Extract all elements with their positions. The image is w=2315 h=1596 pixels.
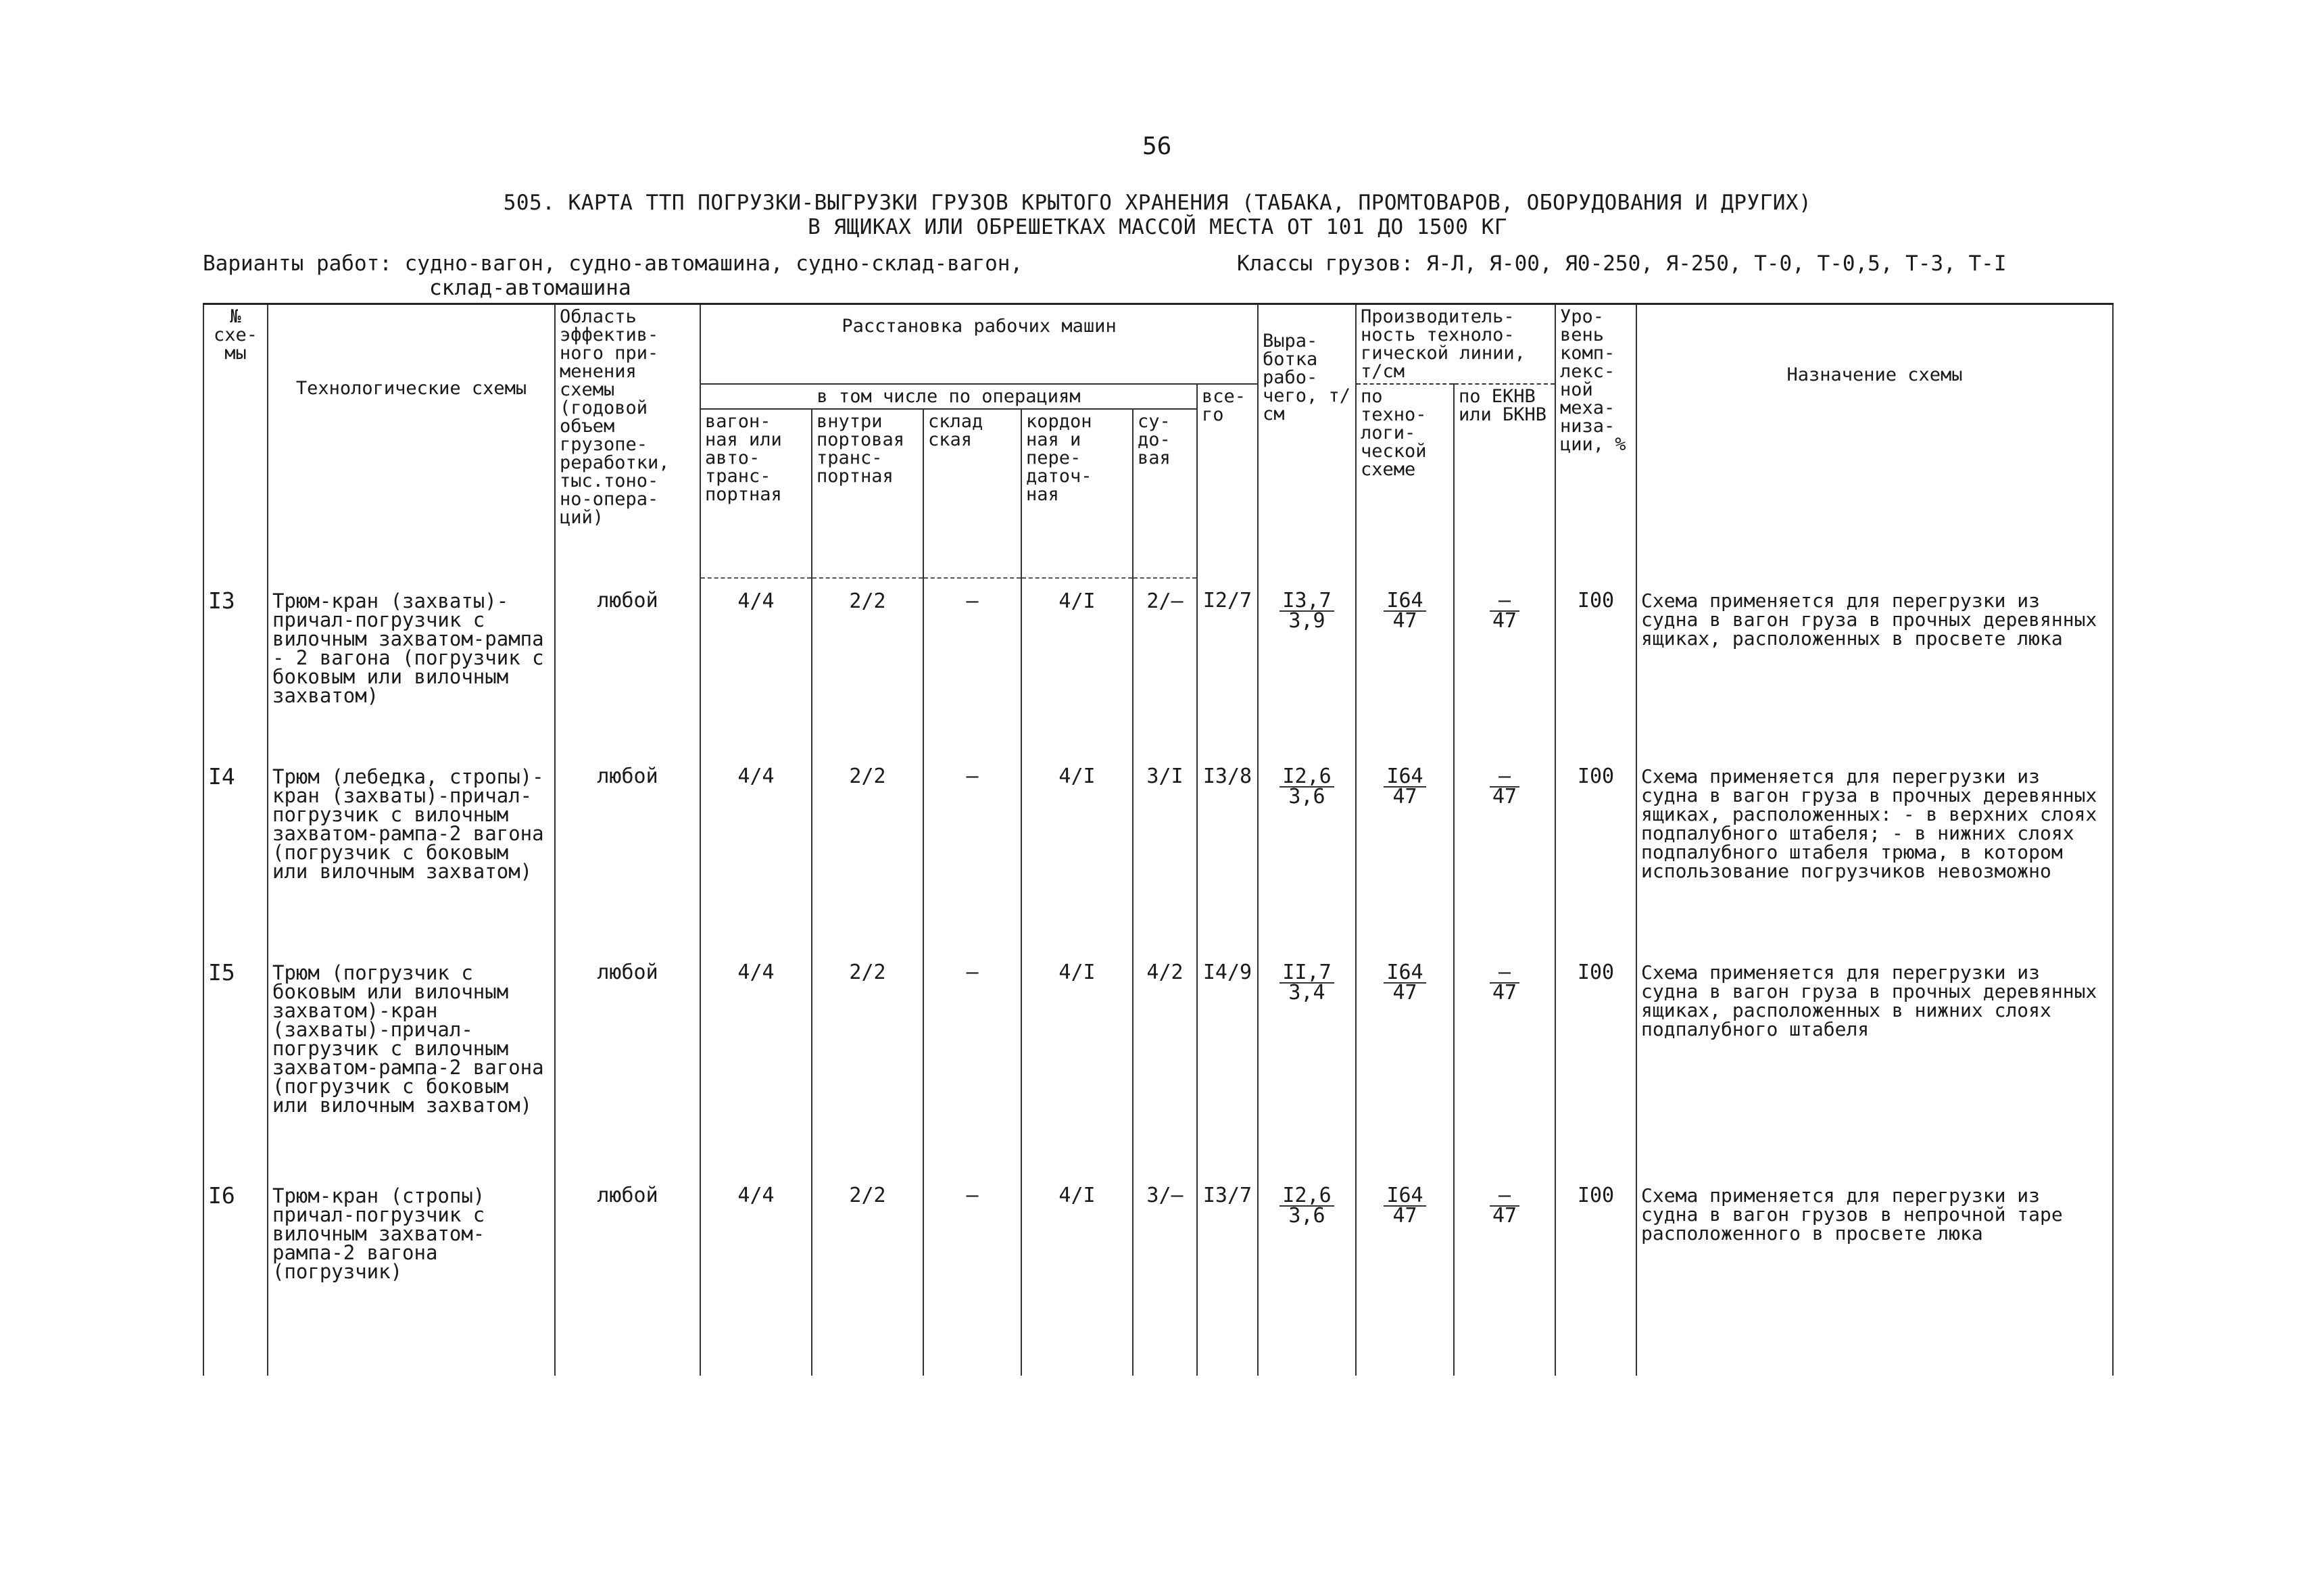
table-body <box>203 578 2113 1376</box>
row-ship: 3/I <box>1133 754 1197 950</box>
header-area: Область эффектив- ного при- менения схемы (годовой объем грузопе- реработки, тыс.тоно- но-опера- ций) <box>555 304 700 579</box>
variants-line-2: склад-автомашина <box>429 276 631 300</box>
row-prod-den: 47 <box>1392 609 1417 633</box>
row-output <box>1258 1173 1356 1376</box>
row-productivity <box>1356 754 1454 950</box>
work-variants <box>203 251 1023 300</box>
row-ekiv-den: 47 <box>1492 785 1517 808</box>
row-ekiv <box>1454 754 1555 950</box>
ttp-table <box>203 303 2114 1376</box>
row-output-num: I2,6 <box>1280 767 1334 788</box>
row-level: I00 <box>1555 578 1636 754</box>
row-scheme: Трюм (погрузчик с боковым или вилочным захватом)-кран (захваты)-причал-погрузчик с вилочным захватом-рампа-2 вагона (погрузчик с боковым или вилочным захватом) <box>268 950 555 1173</box>
row-output-num: I3,7 <box>1280 591 1334 612</box>
table-row <box>203 950 2113 1173</box>
row-total: I3/7 <box>1197 1173 1258 1376</box>
row-num: I3 <box>203 578 268 754</box>
header-by-ekiv: по ЕКНВ или БКНВ <box>1454 384 1555 578</box>
row-purpose: Схема применяется для перегрузки из судна в вагон груза в прочных деревянных ящиках, расположенных в нижних слоях подпалубного штабеля <box>1636 950 2113 1173</box>
header-by-scheme: по техно- логи- ческой схеме <box>1356 384 1454 578</box>
row-ship: 2/– <box>1133 578 1197 754</box>
header-level: Уро- вень комп- лекс- ной меха- низа- ции, % <box>1555 304 1636 579</box>
row-wagon: 4/4 <box>700 578 812 754</box>
row-num: I6 <box>203 1173 268 1376</box>
row-ekiv-den: 47 <box>1492 609 1517 633</box>
row-output <box>1258 578 1356 754</box>
header-including: в том числе по операциям <box>700 384 1197 409</box>
header-ship: су- до- вая <box>1133 409 1197 578</box>
row-output-den: 3,6 <box>1288 1204 1325 1228</box>
row-productivity <box>1356 578 1454 754</box>
row-cordon: 4/I <box>1021 1173 1133 1376</box>
row-ekiv <box>1454 1173 1555 1376</box>
row-prod-num: I64 <box>1384 963 1425 984</box>
header-total: все- го <box>1197 384 1258 578</box>
row-area: любой <box>555 1173 700 1376</box>
row-ekiv-den: 47 <box>1492 1204 1517 1228</box>
row-level: I00 <box>1555 950 1636 1173</box>
row-storage: – <box>923 754 1021 950</box>
row-cordon: 4/I <box>1021 578 1133 754</box>
row-cordon: 4/I <box>1021 754 1133 950</box>
row-intraport: 2/2 <box>812 1173 923 1376</box>
row-intraport: 2/2 <box>812 578 923 754</box>
row-ekiv <box>1454 578 1555 754</box>
title-line-2: В ЯЩИКАХ ИЛИ ОБРЕШЕТКАХ МАССОЙ МЕСТА ОТ 101 ДО 1500 КГ <box>808 215 1507 239</box>
header-storage: склад ская <box>923 409 1021 578</box>
row-storage: – <box>923 578 1021 754</box>
row-purpose: Схема применяется для перегрузки из судна в вагон груза в прочных деревянных ящиках, расположенных в просвете люка <box>1636 578 2113 754</box>
row-output-den: 3,9 <box>1288 609 1325 633</box>
row-num: I5 <box>203 950 268 1173</box>
row-total: I3/8 <box>1197 754 1258 950</box>
page-number: 56 <box>1142 132 1172 160</box>
row-prod-den: 47 <box>1392 1204 1417 1228</box>
header-output: Выра- ботка рабо- чего, т/см <box>1258 304 1356 579</box>
row-scheme: Трюм (лебедка, стропы)-кран (захваты)-причал-погрузчик с вилочным захватом-рампа-2 вагона (погрузчик с боковым или вилочным захватом) <box>268 754 555 950</box>
row-purpose: Схема применяется для перегрузки из судна в вагон грузов в непрочной таре расположенного в просвете люка <box>1636 1173 2113 1376</box>
document-title <box>0 191 2315 239</box>
row-productivity <box>1356 1173 1454 1376</box>
row-output-num: I2,6 <box>1280 1186 1334 1207</box>
row-intraport: 2/2 <box>812 950 923 1173</box>
header-num: № схе- мы <box>203 304 268 579</box>
variants-line-1: Варианты работ: судно-вагон, судно-автомашина, судно-склад-вагон, <box>203 251 1023 276</box>
table-row <box>203 578 2113 754</box>
row-prod-num: I64 <box>1384 591 1425 612</box>
row-productivity <box>1356 950 1454 1173</box>
row-area: любой <box>555 754 700 950</box>
row-scheme: Трюм-кран (захваты)-причал-погрузчик с вилочным захватом-рампа - 2 вагона (погрузчик с боковым или вилочным захватом) <box>268 578 555 754</box>
row-output-den: 3,4 <box>1288 981 1325 1005</box>
row-ekiv-den: 47 <box>1492 981 1517 1005</box>
row-ekiv-num: – <box>1490 591 1519 612</box>
row-ekiv-num: – <box>1490 767 1519 788</box>
row-storage: – <box>923 1173 1021 1376</box>
row-intraport: 2/2 <box>812 754 923 950</box>
row-level: I00 <box>1555 754 1636 950</box>
row-ekiv-num: – <box>1490 1186 1519 1207</box>
row-level: I00 <box>1555 1173 1636 1376</box>
header-productivity: Производитель- ность техноло- гической линии, т/см <box>1356 304 1555 385</box>
row-purpose: Схема применяется для перегрузки из судна в вагон груза в прочных деревянных ящиках, расположенных: - в верхних слоях подпалубного штабеля; - в нижних слоях подпалубного штабеля трюма, в котором использование погрузчиков невозможно <box>1636 754 2113 950</box>
row-output-num: II,7 <box>1280 963 1334 984</box>
row-wagon: 4/4 <box>700 754 812 950</box>
row-ekiv <box>1454 950 1555 1173</box>
cargo-classes: Классы грузов: Я-Л, Я-00, Я0-250, Я-250, Т-0, Т-0,5, Т-3, Т-I <box>1237 251 2007 276</box>
header-wagon: вагон- ная или авто- транс- портная <box>700 409 812 578</box>
header-cordon: кордон ная и пере- даточ- ная <box>1021 409 1133 578</box>
table-row <box>203 754 2113 950</box>
row-ekiv-num: – <box>1490 963 1519 984</box>
table-row <box>203 1173 2113 1376</box>
header-scheme: Технологические схемы <box>268 304 555 579</box>
row-wagon: 4/4 <box>700 950 812 1173</box>
row-total: I2/7 <box>1197 578 1258 754</box>
header-placement: Расстановка рабочих машин <box>700 304 1258 385</box>
row-output-den: 3,6 <box>1288 785 1325 808</box>
row-ship: 4/2 <box>1133 950 1197 1173</box>
row-area: любой <box>555 950 700 1173</box>
row-ship: 3/– <box>1133 1173 1197 1376</box>
row-prod-num: I64 <box>1384 1186 1425 1207</box>
header-purpose: Назначение схемы <box>1636 304 2113 579</box>
row-total: I4/9 <box>1197 950 1258 1173</box>
row-storage: – <box>923 950 1021 1173</box>
row-cordon: 4/I <box>1021 950 1133 1173</box>
row-output <box>1258 754 1356 950</box>
row-prod-den: 47 <box>1392 785 1417 808</box>
row-prod-den: 47 <box>1392 981 1417 1005</box>
row-scheme: Трюм-кран (стропы) причал-погрузчик с вилочным захватом-рампа-2 вагона (погрузчик) <box>268 1173 555 1376</box>
title-line-1: 505. КАРТА ТТП ПОГРУЗКИ-ВЫГРУЗКИ ГРУЗОВ КРЫТОГО ХРАНЕНИЯ (ТАБАКА, ПРОМТОВАРОВ, ОБОРУДОВАНИЯ И ДРУГИХ) <box>503 191 1812 215</box>
row-wagon: 4/4 <box>700 1173 812 1376</box>
row-output <box>1258 950 1356 1173</box>
header-intraport: внутри портовая транс- портная <box>812 409 923 578</box>
row-prod-num: I64 <box>1384 767 1425 788</box>
row-num: I4 <box>203 754 268 950</box>
row-area: любой <box>555 578 700 754</box>
